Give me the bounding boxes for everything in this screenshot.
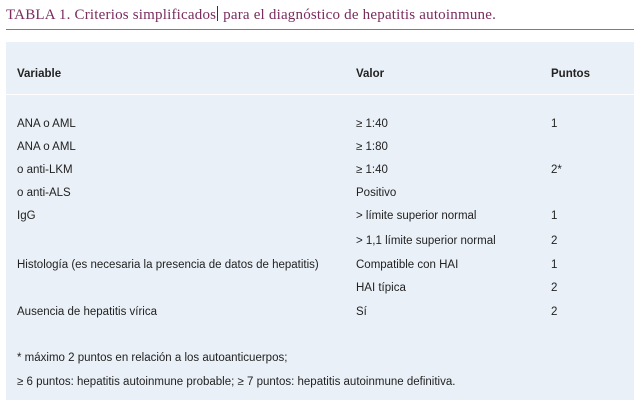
cell-puntos: 2 xyxy=(551,282,558,294)
cell-variable: o anti-ALS xyxy=(17,187,71,199)
criteria-table xyxy=(6,42,634,400)
cell-variable: o anti-LKM xyxy=(17,164,73,176)
cell-puntos: 2 xyxy=(551,306,558,318)
cell-variable: ANA o AML xyxy=(17,141,76,153)
table-row xyxy=(6,210,634,234)
header-valor: Valor xyxy=(356,68,385,80)
cell-valor: > límite superior normal xyxy=(356,210,477,222)
table-row xyxy=(6,187,634,211)
table-row xyxy=(6,164,634,188)
footnote-score: ≥ 6 puntos: hepatitis autoinmune probable; ≥ 7 puntos: hepatitis autoinmune definitiva. xyxy=(17,376,456,388)
table-row xyxy=(6,282,634,306)
cell-valor: > 1,1 límite superior normal xyxy=(356,235,496,247)
table-row xyxy=(6,259,634,283)
cell-puntos: 1 xyxy=(551,210,558,222)
cell-variable: Histología (es necesaria la presencia de datos de hepatitis) xyxy=(17,259,319,271)
cell-valor: ≥ 1:40 xyxy=(356,164,388,176)
cell-puntos: 1 xyxy=(551,259,558,271)
cell-variable: Ausencia de hepatitis vírica xyxy=(17,306,157,318)
header-separator xyxy=(6,94,634,95)
table-row xyxy=(6,141,634,165)
table-row xyxy=(6,306,634,330)
caption-text-end: para el diagnóstico de hepatitis autoinmune. xyxy=(219,7,497,23)
footnote-autoantibodies: * máximo 2 puntos en relación a los autoanticuerpos; xyxy=(17,352,288,364)
caption-divider xyxy=(6,29,634,30)
cell-variable: IgG xyxy=(17,210,36,222)
cell-valor: ≥ 1:40 xyxy=(356,118,388,130)
cell-valor: Positivo xyxy=(356,187,397,199)
header-variable: Variable xyxy=(17,68,62,80)
cell-valor: Sí xyxy=(356,306,367,318)
table-row xyxy=(6,118,634,142)
cell-puntos: 2* xyxy=(551,164,562,176)
cell-valor: HAI típica xyxy=(356,282,406,294)
caption-text-start: TABLA 1. Criterios simplificados xyxy=(6,7,217,23)
cell-puntos: 2 xyxy=(551,235,558,247)
cell-valor: ≥ 1:80 xyxy=(356,141,388,153)
cell-valor: Compatible con HAI xyxy=(356,259,459,271)
table-caption xyxy=(6,6,634,28)
header-puntos: Puntos xyxy=(551,68,590,80)
cell-puntos: 1 xyxy=(551,118,558,130)
table-row xyxy=(6,235,634,259)
cell-variable: ANA o AML xyxy=(17,118,76,130)
